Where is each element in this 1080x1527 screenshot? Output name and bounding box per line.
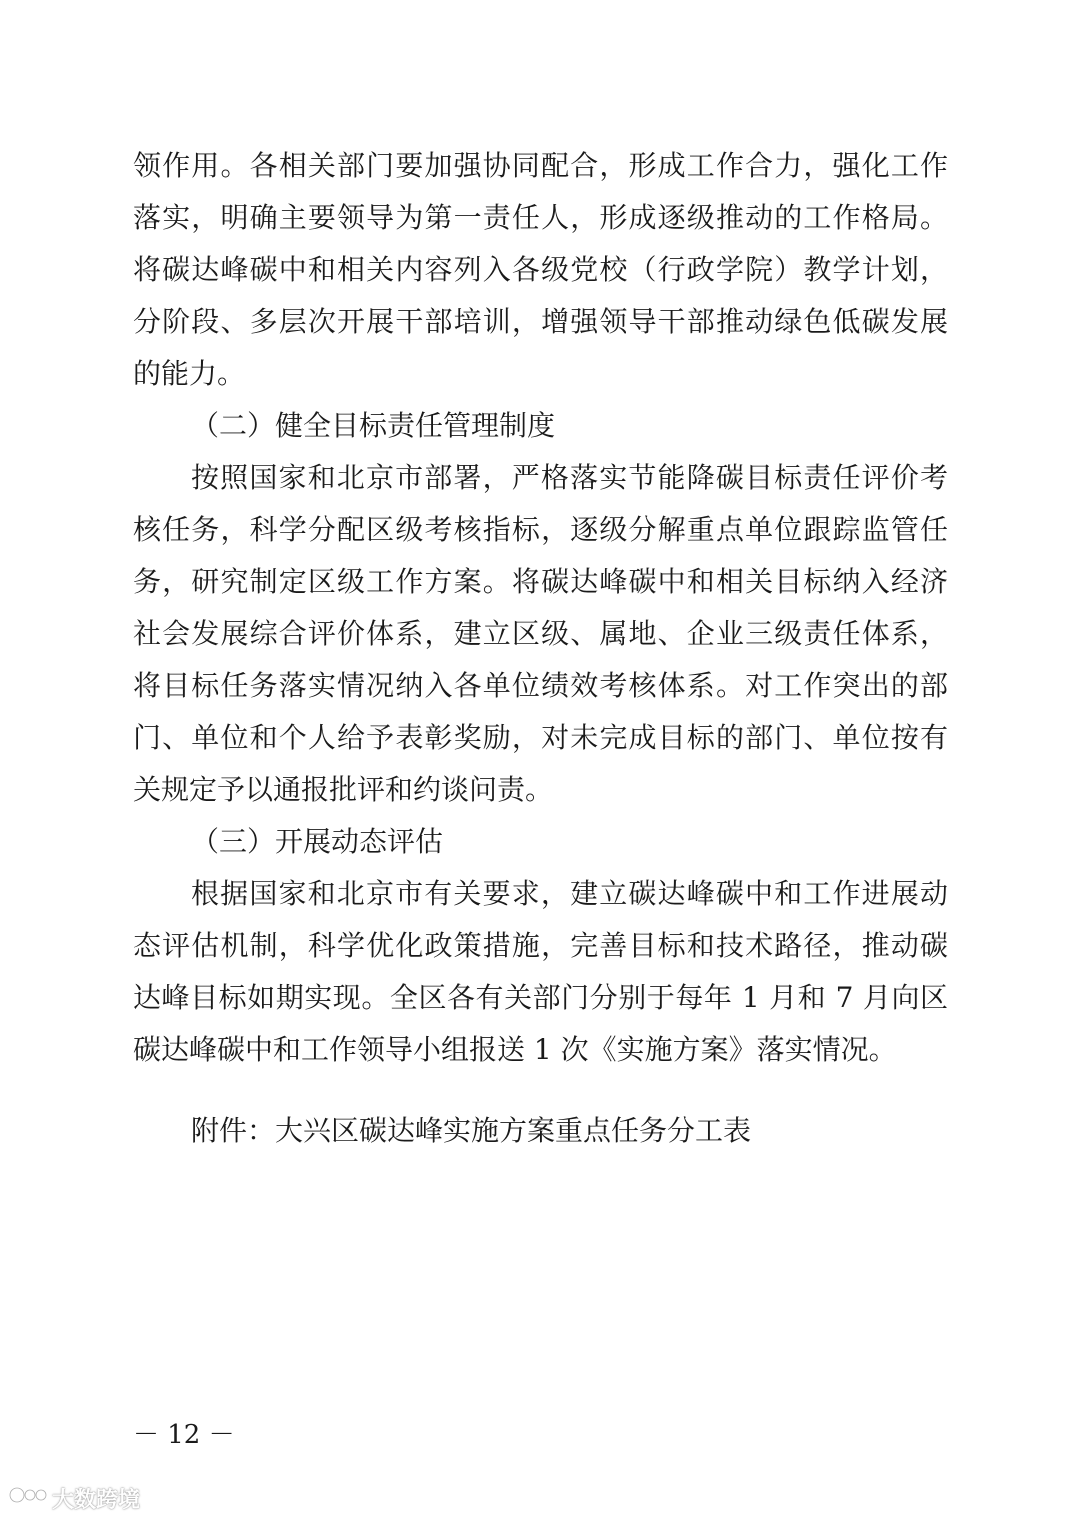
paragraph-line: 关规定予以通报批评和约谈问责。: [133, 773, 554, 806]
paragraph-line: 将目标任务落实情况纳入各单位绩效考核体系。对工作突出的部: [133, 669, 948, 702]
paragraph-line: 核任务，科学分配区级考核指标，逐级分解重点单位跟踪监管任: [133, 513, 948, 546]
paragraph-line: 达峰目标如期实现。全区各有关部门分别于每年 1 月和 7 月向区: [133, 981, 948, 1014]
paragraph-line: 领作用。各相关部门要加强协同配合，形成工作合力，强化工作: [133, 149, 948, 182]
page-number: － 12 －: [133, 1420, 235, 1450]
paragraph-line: 务，研究制定区级工作方案。将碳达峰碳中和相关目标纳入经济: [133, 565, 948, 598]
paragraph-line: 态评估机制，科学优化政策措施，完善目标和技术路径，推动碳: [133, 929, 948, 962]
paragraph-line: 将碳达峰碳中和相关内容列入各级党校（行政学院）教学计划，: [133, 253, 948, 286]
watermark-text: 大数跨境: [52, 1487, 141, 1513]
paragraph-line: 社会发展综合评价体系，建立区级、属地、企业三级责任体系，: [133, 617, 948, 650]
paragraph-line: 落实，明确主要领导为第一责任人，形成逐级推动的工作格局。: [133, 201, 948, 234]
paragraph-line: 分阶段、多层次开展干部培训，增强领导干部推动绿色低碳发展: [133, 305, 948, 338]
paragraph-line: 碳达峰碳中和工作领导小组报送 1 次《实施方案》落实情况。: [133, 1033, 897, 1066]
section-heading: （二）健全目标责任管理制度: [191, 409, 556, 442]
document-body: [133, 140, 948, 1076]
paragraph-line: 门、单位和个人给予表彰奖励，对未完成目标的部门、单位按有: [133, 721, 948, 754]
watermark: [8, 1478, 140, 1518]
watermark-logo-icon: [8, 1482, 52, 1514]
section-heading: （三）开展动态评估: [191, 825, 444, 858]
paragraph-line: 按照国家和北京市部署，严格落实节能降碳目标责任评价考: [191, 461, 948, 494]
attachment-note: 附件：大兴区碳达峰实施方案重点任务分工表: [191, 1114, 752, 1147]
paragraph-line: 根据国家和北京市有关要求，建立碳达峰碳中和工作进展动: [191, 877, 948, 910]
paragraph-line: 的能力。: [133, 357, 246, 390]
